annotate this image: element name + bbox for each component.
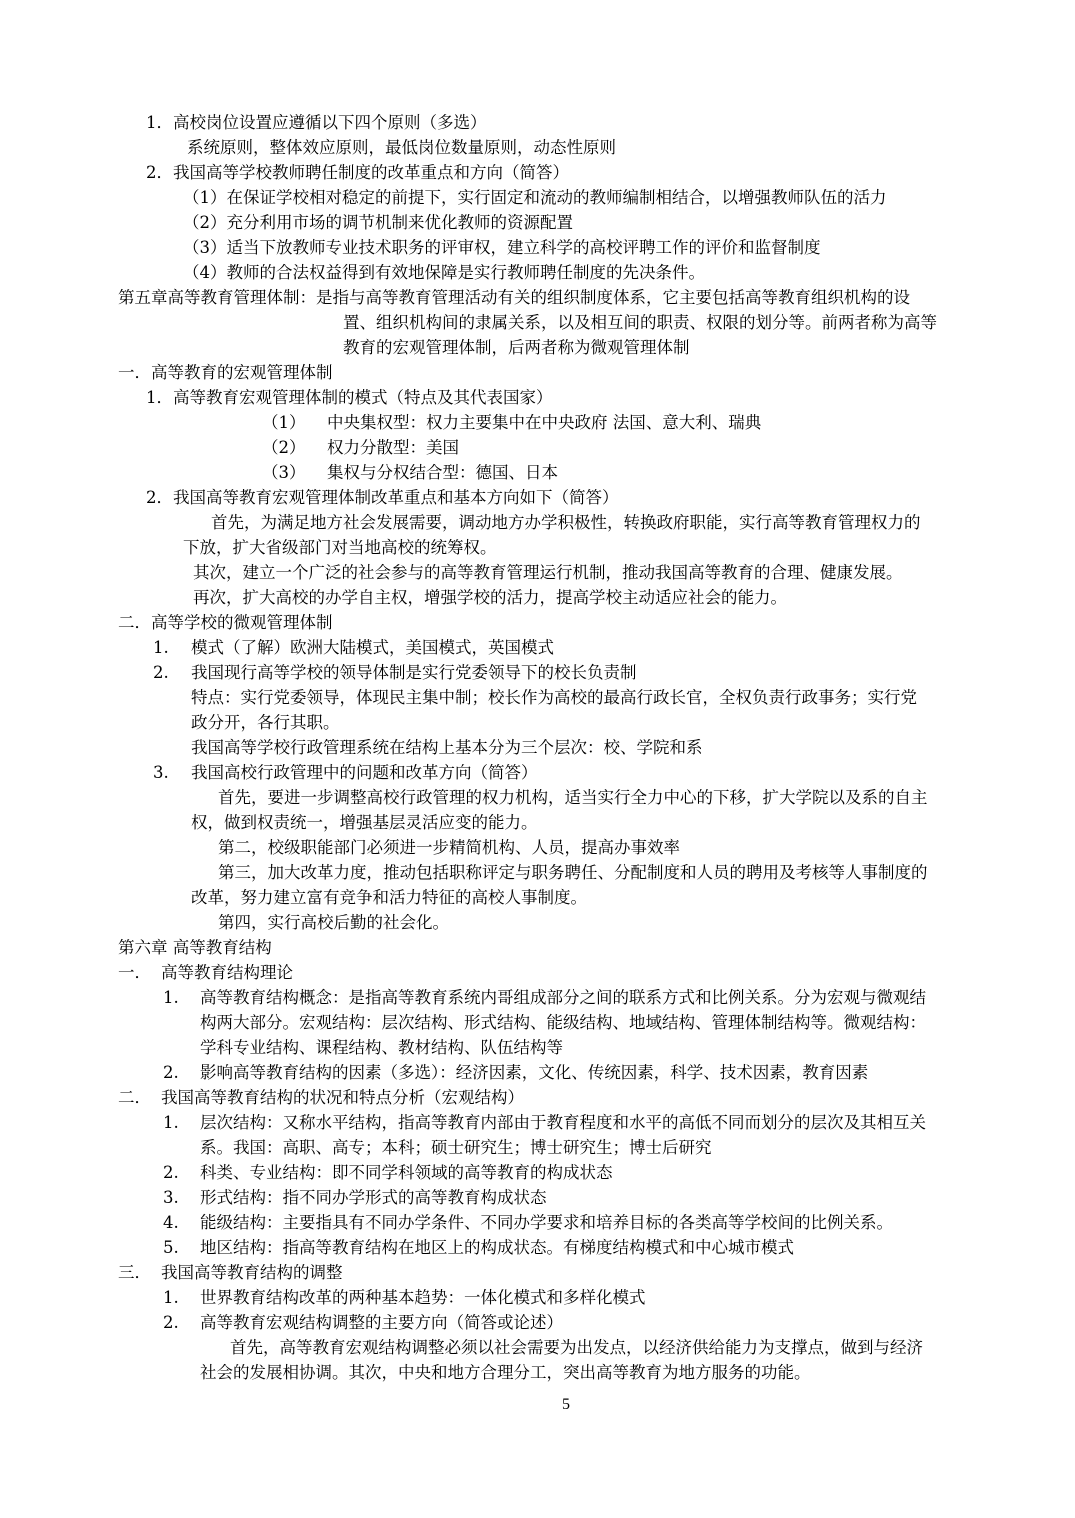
text-line: 能级结构：主要指具有不同办学条件、不同办学要求和培养目标的各类高等学校间的比例关系。 [200,1213,893,1232]
text-line: 2. [163,1163,179,1182]
text-line: 二． [118,1088,151,1107]
text-line: 2．我国高等教育宏观管理体制改革重点和基本方向如下（简答） [146,488,619,507]
text-line: 一．高等教育的宏观管理体制 [118,363,333,382]
text-line: 1. [163,1288,179,1307]
text-line: 模式（了解）欧洲大陆模式，美国模式，英国模式 [191,638,554,657]
text-line: 社会的发展相协调。其次，中央和地方合理分工，突出高等教育为地方服务的功能。 [200,1363,811,1382]
text-line: 一． [118,963,151,982]
text-line: 二．高等学校的微观管理体制 [118,613,333,632]
text-line: 我国现行高等学校的领导体制是实行党委领导下的校长负责制 [191,663,637,682]
text-line: 首先，要进一步调整高校行政管理的权力机构，适当实行全力中心的下移，扩大学院以及系的自主 [218,788,928,807]
page-number: 5 [562,1396,570,1413]
text-line: 三． [118,1263,151,1282]
text-line: 1．高等教育宏观管理体制的模式（特点及其代表国家） [146,388,553,407]
text-line: 2．我国高等学校教师聘任制度的改革重点和方向（简答） [146,163,569,182]
text-line: 5. [163,1238,179,1257]
text-line: 影响高等教育结构的因素（多选）：经济因素，文化、传统因素，科学、技术因素，教育因素 [200,1063,869,1082]
text-line: 我国高校行政管理中的问题和改革方向（简答） [191,763,538,782]
text-line: 第五章高等教育管理体制：是指与高等教育管理活动有关的组织制度体系，它主要包括高等教育组织机构的设 [118,288,910,307]
text-line: （2）充分利用市场的调节机制来优化教师的资源配置 [183,213,573,232]
text-line: 我国高等学校行政管理系统在结构上基本分为三个层次：校、学院和系 [191,738,703,757]
text-line: 世界教育结构改革的两种基本趋势：一体化模式和多样化模式 [200,1288,646,1307]
text-line: 第六章 高等教育结构 [118,938,272,957]
text-line: 置、组织机构间的隶属关系，以及相互间的职责、权限的划分等。前两者称为高等 [343,313,937,332]
text-line: 科类、专业结构：即不同学科领域的高等教育的构成状态 [200,1163,613,1182]
text-line: 系统原则，整体效应原则，最低岗位数量原则，动态性原则 [187,138,616,157]
text-line: 1. [163,1113,179,1132]
text-line: 高等教育结构理论 [161,963,293,982]
text-line: 首先，为满足地方社会发展需要，调动地方办学积极性，转换政府职能，实行高等教育管理权力的 [211,513,921,532]
text-line: 2. [163,1063,179,1082]
text-line: 系。我国：高职、高专；本科；硕士研究生；博士研究生；博士后研究 [200,1138,712,1157]
text-line: （2） [262,438,306,457]
text-line: 地区结构：指高等教育结构在地区上的构成状态。有梯度结构模式和中心城市模式 [200,1238,794,1257]
text-line: 3. [153,763,169,782]
text-line: 集权与分权结合型：德国、日本 [327,463,558,482]
text-line: （4）教师的合法权益得到有效地保障是实行教师聘任制度的先决条件。 [183,263,705,282]
text-line: 政分开，各行其职。 [191,713,340,732]
text-line: 权力分散型：美国 [327,438,459,457]
text-line: （3）适当下放教师专业技术职务的评审权，建立科学的高校评聘工作的评价和监督制度 [183,238,821,257]
text-line: （1）在保证学校相对稳定的前提下，实行固定和流动的教师编制相结合，以增强教师队伍的活力 [183,188,887,207]
text-line: 1．高校岗位设置应遵循以下四个原则（多选） [146,113,487,132]
text-line: （3） [262,463,306,482]
text-line: 首先，高等教育宏观结构调整必须以社会需要为出发点，以经济供给能力为支撑点，做到与经济 [230,1338,923,1357]
text-line: 改革，努力建立富有竞争和活力特征的高校人事制度。 [191,888,587,907]
text-line: 教育的宏观管理体制，后两者称为微观管理体制 [343,338,690,357]
text-line: 2. [163,1313,179,1332]
text-line: 再次，扩大高校的办学自主权，增强学校的活力，提高学校主动适应社会的能力。 [193,588,787,607]
text-line: 下放，扩大省级部门对当地高校的统筹权。 [183,538,497,557]
text-line: 我国高等教育结构的调整 [161,1263,343,1282]
text-line: 其次，建立一个广泛的社会参与的高等教育管理运行机制，推动我国高等教育的合理、健康发展。 [193,563,903,582]
text-line: 高等教育结构概念：是指高等教育系统内哥组成部分之间的联系方式和比例关系。分为宏观与微观结 [200,988,926,1007]
text-line: 2. [153,663,169,682]
text-line: 第四，实行高校后勤的社会化。 [218,913,449,932]
text-line: 构两大部分。宏观结构：层次结构、形式结构、能级结构、地域结构、管理体制结构等。微观结构： [200,1013,926,1032]
text-line: 第三，加大改革力度，推动包括职称评定与职务聘任、分配制度和人员的聘用及考核等人事制度的 [218,863,928,882]
text-line: 权，做到权责统一，增强基层灵活应变的能力。 [191,813,538,832]
text-line: （1） [262,413,306,432]
text-line: 4. [163,1213,179,1232]
text-line: 我国高等教育结构的状况和特点分析（宏观结构） [161,1088,524,1107]
text-line: 层次结构：又称水平结构，指高等教育内部由于教育程度和水平的高低不同而划分的层次及其相互关 [200,1113,926,1132]
text-line: 1. [153,638,169,657]
text-line: 形式结构：指不同办学形式的高等教育构成状态 [200,1188,547,1207]
text-line: 特点：实行党委领导，体现民主集中制；校长作为高校的最高行政长官，全权负责行政事务；实行党 [191,688,917,707]
text-line: 3. [163,1188,179,1207]
text-line: 中央集权型：权力主要集中在中央政府 法国、意大利、瑞典 [327,413,762,432]
text-line: 高等教育宏观结构调整的主要方向（简答或论述） [200,1313,563,1332]
text-line: 1. [163,988,179,1007]
text-line: 学科专业结构、课程结构、教材结构、队伍结构等 [200,1038,563,1057]
text-line: 第二，校级职能部门必须进一步精简机构、人员，提高办事效率 [218,838,680,857]
